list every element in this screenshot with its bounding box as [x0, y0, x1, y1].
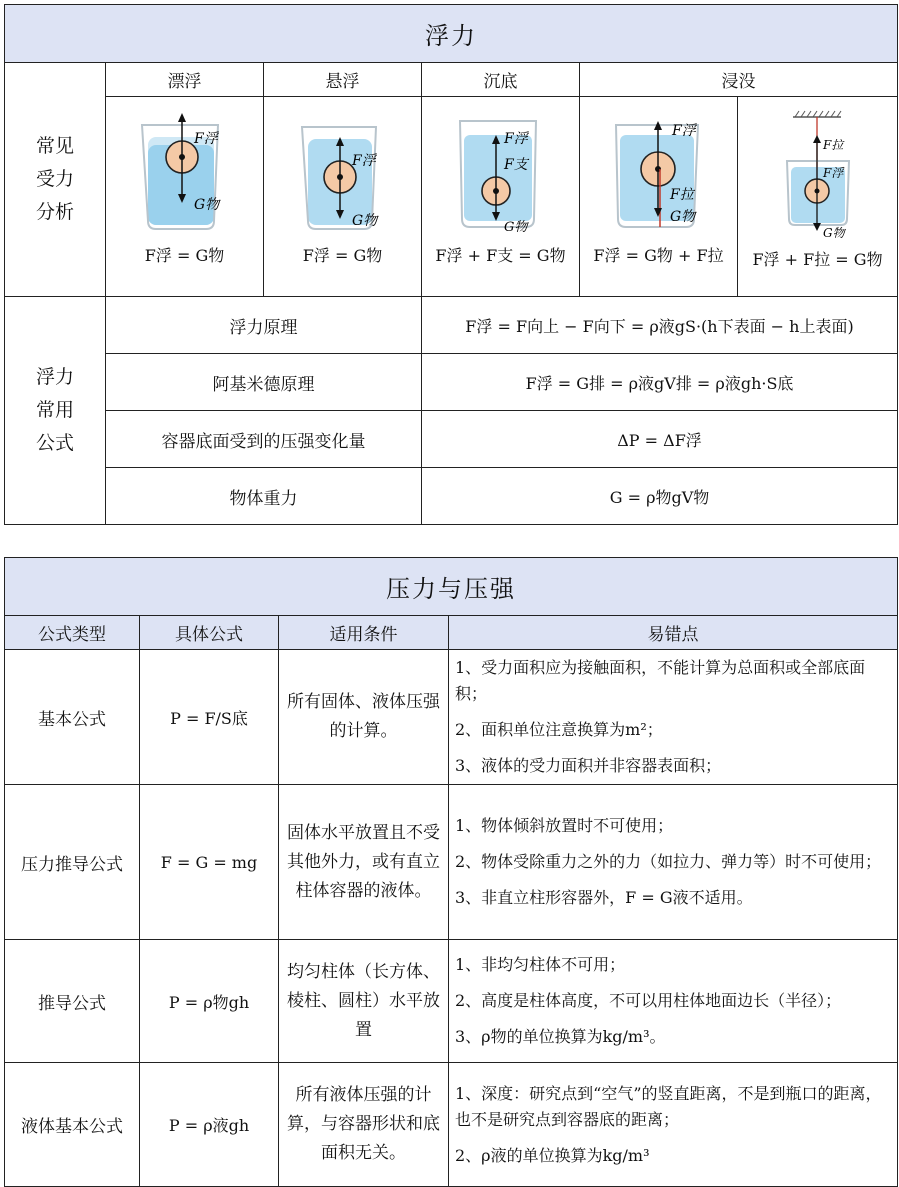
- figure-cell-immersed-b: [738, 97, 898, 297]
- row-formula: F = G = mg: [140, 785, 279, 940]
- formula-archimedes: F浮 = G排 = ρ液gV排 = ρ液gh·S底: [422, 354, 898, 411]
- section-force-analysis-text: 常见受力分析: [35, 135, 74, 223]
- row-condition: 均匀柱体（长方体、棱柱、圆柱）水平放置: [279, 940, 449, 1063]
- error-item: 3、ρ物的单位换算为kg/m³。: [455, 1027, 666, 1046]
- immersed-a-g-label: G物: [669, 209, 695, 225]
- immersed-a-pull-label: F拉: [669, 187, 694, 203]
- formula-principle: F浮 = F向上 − F向下 = ρ液gS·(h下表面 − h上表面): [422, 297, 898, 354]
- buoyancy-title: 浮力: [5, 5, 898, 63]
- row-errors: [449, 650, 898, 785]
- row-type: 推导公式: [5, 940, 140, 1063]
- row-errors: [449, 940, 898, 1063]
- suspended-g-label: G物: [351, 213, 377, 229]
- suspended-diagram: [288, 105, 398, 235]
- row-condition: 固体水平放置且不受其他外力，或有直立柱体容器的液体。: [279, 785, 449, 940]
- section-force-analysis: [5, 63, 106, 297]
- formula-name-principle: 浮力原理: [106, 297, 422, 354]
- row-type: 压力推导公式: [5, 785, 140, 940]
- error-item: 1、受力面积应为接触面积，不能计算为总面积或全部底面积；: [455, 658, 866, 703]
- section-buoyancy-formulas: [5, 297, 106, 525]
- formula-name-archimedes: 阿基米德原理: [106, 354, 422, 411]
- table-row: [5, 1063, 898, 1187]
- figure-cell-sunk: [422, 97, 580, 297]
- row-errors: [449, 785, 898, 940]
- error-item: 2、ρ液的单位换算为kg/m³: [455, 1145, 650, 1165]
- header-common-errors: 易错点: [449, 616, 898, 650]
- error-item: 1、深度：研究点到“空气”的竖直距离，不是到瓶口的距离，也不是研究点到容器底的距离；: [455, 1083, 882, 1129]
- error-item: 1、物体倾斜放置时不可使用；: [455, 816, 674, 835]
- error-item: 1、非均匀柱体不可用；: [455, 955, 626, 974]
- floating-g-label: G物: [193, 197, 219, 213]
- pressure-title: 压力与压强: [5, 558, 898, 616]
- formula-pressure-change: ΔP = ΔF浮: [422, 411, 898, 468]
- state-floating: 漂浮: [106, 63, 264, 97]
- immersed-b-diagram: [763, 105, 873, 245]
- floating-diagram: [130, 105, 240, 235]
- row-errors: [449, 1063, 898, 1187]
- section-buoyancy-formulas-text: 浮力常用公式: [35, 366, 74, 454]
- error-item: 3、液体的受力面积并非容器表面积；: [455, 756, 722, 775]
- header-formula: 具体公式: [140, 616, 279, 650]
- immersed-b-g-label: G物: [822, 226, 845, 240]
- table-row: [5, 940, 898, 1063]
- pressure-table: [4, 557, 898, 1187]
- formula-gravity: G = ρ物gV物: [422, 468, 898, 525]
- header-formula-type: 公式类型: [5, 616, 140, 650]
- state-immersed: 浸没: [580, 63, 898, 97]
- immersed-a-diagram: [604, 105, 714, 235]
- floating-f-label: F浮: [193, 131, 218, 147]
- state-sunk: 沉底: [422, 63, 580, 97]
- sunk-diagram: [446, 105, 556, 235]
- immersed-b-formula: F浮 + F拉 = G物: [752, 250, 883, 269]
- immersed-a-formula: F浮 = G物 + F拉: [593, 246, 724, 265]
- row-condition: 所有液体压强的计算，与容器形状和底面积无关。: [279, 1063, 449, 1187]
- error-item: 2、物体受除重力之外的力（如拉力、弹力等）时不可使用；: [455, 852, 882, 871]
- header-condition: 适用条件: [279, 616, 449, 650]
- immersed-b-f-label: F浮: [822, 166, 843, 180]
- figure-cell-floating: [106, 97, 264, 297]
- suspended-formula: F浮 = G物: [302, 246, 383, 265]
- row-type: 液体基本公式: [5, 1063, 140, 1187]
- formula-name-pressure-change: 容器底面受到的压强变化量: [106, 411, 422, 468]
- figure-cell-suspended: [264, 97, 422, 297]
- sunk-f-label: F浮: [503, 131, 528, 147]
- state-suspended: 悬浮: [264, 63, 422, 97]
- error-item: 3、非直立柱形容器外，F = G液不适用。: [455, 888, 753, 907]
- row-formula: P = ρ液gh: [140, 1063, 279, 1187]
- suspended-f-label: F浮: [351, 153, 376, 169]
- table-row: [5, 650, 898, 785]
- error-item: 2、面积单位注意换算为m²；: [455, 720, 663, 739]
- figure-cell-immersed-a: [580, 97, 738, 297]
- error-item: 2、高度是柱体高度，不可以用柱体地面边长（半径）；: [455, 991, 842, 1010]
- row-formula: P = F/S底: [140, 650, 279, 785]
- formula-name-gravity: 物体重力: [106, 468, 422, 525]
- row-formula: P = ρ物gh: [140, 940, 279, 1063]
- sunk-formula: F浮 + F支 = G物: [435, 246, 566, 265]
- sunk-support-label: F支: [503, 157, 528, 173]
- row-condition: 所有固体、液体压强的计算。: [279, 650, 449, 785]
- floating-formula: F浮 = G物: [144, 246, 225, 265]
- buoyancy-table: [4, 4, 898, 525]
- table-row: [5, 785, 898, 940]
- immersed-b-pull-label: F拉: [822, 138, 843, 152]
- sunk-g-label: G物: [503, 220, 527, 235]
- row-type: 基本公式: [5, 650, 140, 785]
- immersed-a-f-label: F浮: [671, 123, 696, 139]
